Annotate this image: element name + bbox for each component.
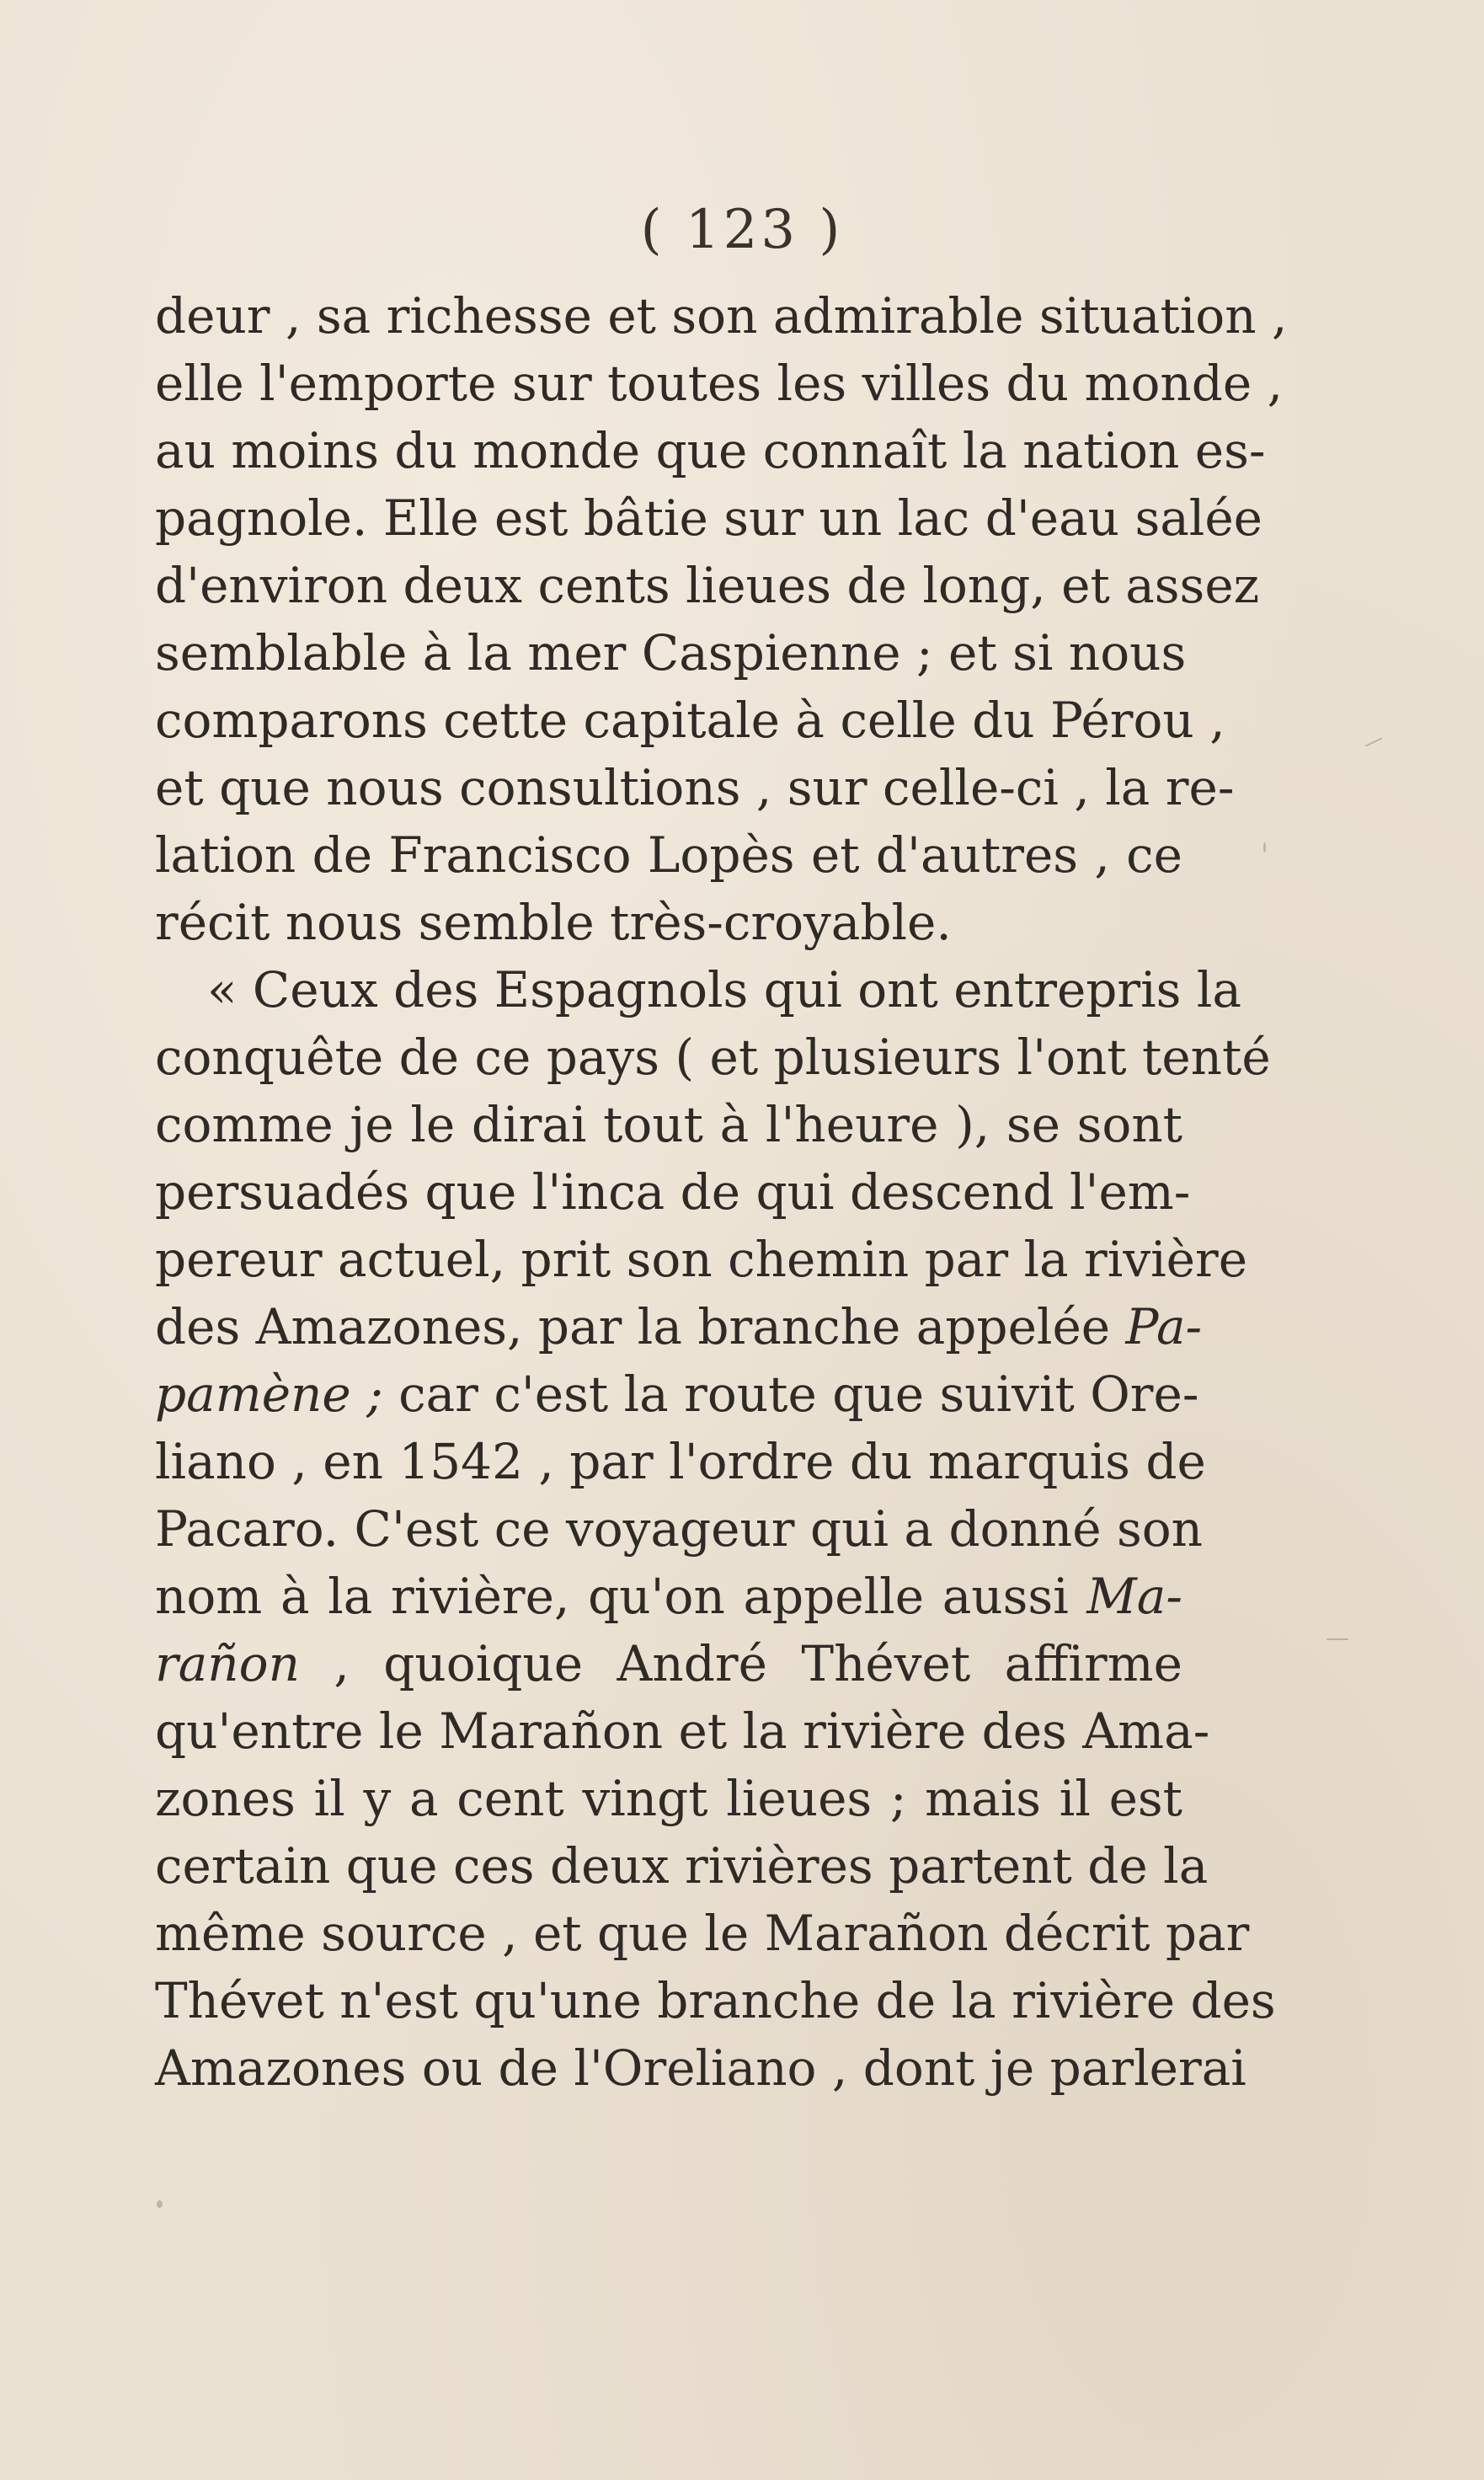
text-line xyxy=(155,821,1182,889)
text-run: Pacaro. C'est ce voyageur qui a donné son xyxy=(155,1500,1203,1558)
body-text xyxy=(155,282,1288,2102)
text-run: conquête de ce pays ( et plusieurs l'ont tenté xyxy=(155,1029,1271,1086)
text-run: semblable à la mer Caspienne ; et si nous xyxy=(155,624,1187,681)
text-line xyxy=(155,1495,1203,1563)
text-run: récit nous semble très-croyable. xyxy=(155,894,952,951)
text-run: et que nous consultions , sur celle-ci , la re- xyxy=(155,759,1235,816)
text-run: pereur actuel, prit son chemin par la rivière xyxy=(155,1231,1248,1288)
text-line xyxy=(155,350,1284,417)
text-line xyxy=(155,552,1260,619)
text-line xyxy=(155,1428,1206,1495)
text-run: deur , sa richesse et son admirable situation , xyxy=(155,287,1288,345)
text-line xyxy=(155,1765,1182,1832)
text-run: pagnole. Elle est bâtie sur un lac d'eau salée xyxy=(155,489,1262,547)
text-line xyxy=(155,1091,1182,1158)
italic-text: Ma- xyxy=(1086,1568,1182,1625)
text-run: zones il y a cent vingt lieues ; mais il est xyxy=(155,1770,1182,1827)
text-line xyxy=(155,1630,1182,1697)
text-line xyxy=(155,1226,1248,1293)
text-run: nom à la rivière, qu'on appelle aussi xyxy=(155,1568,1087,1625)
text-run: elle l'emporte sur toutes les villes du monde , xyxy=(155,355,1284,412)
text-line xyxy=(155,1697,1210,1765)
italic-text: rañon xyxy=(155,1635,300,1692)
text-run: car c'est la route que suivit Ore- xyxy=(382,1366,1199,1423)
text-line xyxy=(155,1024,1271,1091)
text-line xyxy=(155,687,1225,754)
paper-speck xyxy=(1263,842,1266,852)
text-line xyxy=(155,1293,1203,1360)
text-line xyxy=(155,282,1288,350)
text-line xyxy=(155,1832,1209,1900)
text-run: au moins du monde que connaît la nation es- xyxy=(155,422,1266,479)
page-number: ( 123 ) xyxy=(640,199,844,261)
text-line xyxy=(155,956,1241,1024)
italic-text: Pa- xyxy=(1125,1298,1203,1355)
text-run: certain que ces deux rivières partent de la xyxy=(155,1837,1209,1895)
text-line xyxy=(155,1900,1250,1967)
text-run: même source , et que le Marañon décrit par xyxy=(155,1905,1250,1962)
text-run: persuadés que l'inca de qui descend l'em- xyxy=(155,1163,1191,1221)
text-line xyxy=(155,417,1266,484)
text-run: Amazones ou de l'Oreliano , dont je parlerai xyxy=(155,2039,1246,2097)
paper-speck xyxy=(157,2200,163,2208)
text-line xyxy=(155,484,1262,552)
text-line xyxy=(155,2034,1246,2102)
text-line xyxy=(155,619,1187,687)
text-run: , quoique André Thévet affirme xyxy=(299,1635,1182,1692)
text-run: « Ceux des Espagnols qui ont entrepris la xyxy=(207,961,1241,1018)
text-run: lation de Francisco Lopès et d'autres , ce xyxy=(155,826,1182,884)
text-run: Thévet n'est qu'une branche de la rivière des xyxy=(155,1972,1276,2029)
text-line xyxy=(155,889,1182,956)
text-run: comme je le dirai tout à l'heure ), se sont xyxy=(155,1096,1182,1153)
text-run: des Amazones, par la branche appelée xyxy=(155,1298,1126,1355)
italic-text: pamène ; xyxy=(155,1366,383,1423)
text-run: comparons cette capitale à celle du Pérou , xyxy=(155,692,1225,749)
text-run: liano , en 1542 , par l'ordre du marquis de xyxy=(155,1433,1206,1490)
text-run: qu'entre le Marañon et la rivière des Ama- xyxy=(155,1702,1210,1760)
text-line xyxy=(155,1158,1191,1226)
text-line xyxy=(155,1967,1276,2034)
text-line xyxy=(155,754,1235,821)
text-line xyxy=(155,1563,1182,1630)
text-run: d'environ deux cents lieues de long, et assez xyxy=(155,557,1260,614)
text-line xyxy=(155,1360,1199,1428)
paper-speck xyxy=(1327,1638,1348,1640)
paper-speck xyxy=(1365,737,1383,746)
